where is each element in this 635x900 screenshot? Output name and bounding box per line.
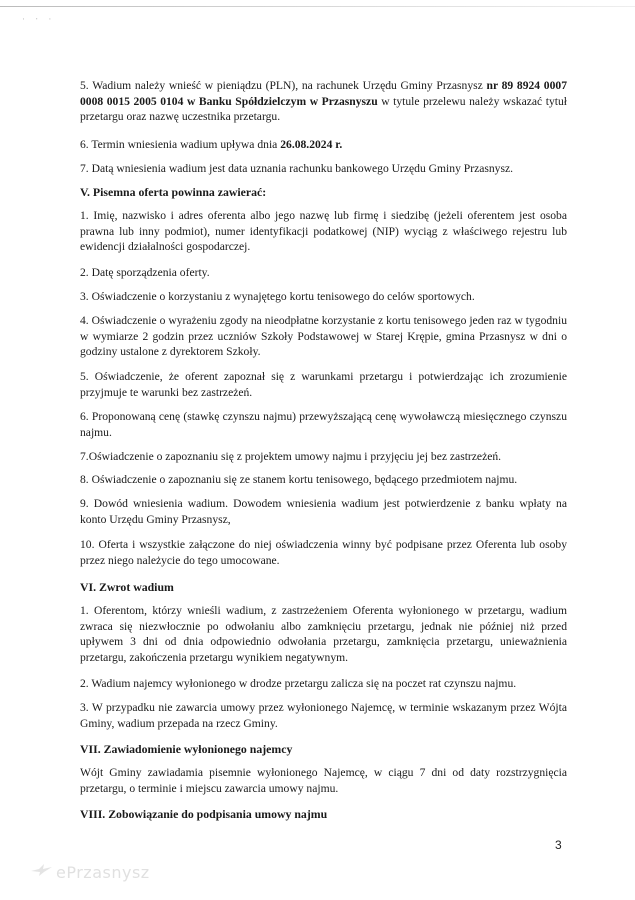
notification-paragraph: Wójt Gminy zawiadamia pisemnie wyłonionego Najemcę, w ciągu 7 dni od daty rozstrzygnięcia przetargu, o terminie i miejscu zawarcia umowy najmu.	[80, 766, 567, 795]
section-heading-viii: VIII. Zobowiązanie do podpisania umowy najmu	[80, 807, 328, 821]
offer-item-4: 4. Oświadczenie o wyrażeniu zgody na nieodpłatne korzystanie z kortu tenisowego jeden raz w tygodniu w wymiarze 2 godzin przez uczniów Szkoły Podstawowej w Starej Krępie, gmina Przasnysz w dni o godziny ustalone z dyrektorem Szkoły.	[80, 314, 567, 358]
offer-item-7: 7.Oświadczenie o zapoznaniu się z projektem umowy najmu i przyjęciu jej bez zastrzeżeń.	[80, 450, 502, 463]
offer-item-5: 5. Oświadczenie, że oferent zapoznał się z warunkami przetargu i potwierdzając ich zrozumienie przyjmuje te warunki bez zastrzeżeń.	[80, 370, 567, 399]
offer-item-6: 6. Proponowaną cenę (stawkę czynszu najmu) przewyższającą cenę wywoławczą miesięcznego czynszu najmu.	[80, 410, 567, 439]
section-heading-vii: VII. Zawiadomienie wyłonionego najemcy	[80, 742, 293, 756]
offer-item-3: 3. Oświadczenie o korzystaniu z wynajętego kortu tenisowego do celów sportowych.	[80, 290, 475, 303]
deadline-date: 26.08.2024 r.	[280, 138, 343, 151]
text-span: 5. Wadium należy wnieść w pieniądzu (PLN), na rachunek Urzędu Gminy Przasnysz	[80, 79, 483, 92]
bird-logo-icon	[30, 862, 54, 883]
offer-item-10: 10. Oferta i wszystkie załączone do niej oświadczenia winny być podpisane przez Oferenta lub osoby przez niego należycie do tego umocowane.	[80, 538, 567, 567]
refund-item-2: 2. Wadium najemcy wyłonionego w drodze przetargu zalicza się na poczet rat czynszu najmu.	[80, 677, 517, 690]
offer-item-9: 9. Dowód wniesienia wadium. Dowodem wniesienia wadium jest potwierdzenie z banku wpłaty na konto Urzędu Gminy Przasnysz,	[80, 497, 567, 526]
watermark	[30, 862, 150, 882]
offer-item-2: 2. Datę sporządzenia oferty.	[80, 266, 210, 279]
refund-item-1: 1. Oferentom, którzy wnieśli wadium, z zastrzeżeniem Oferenta wyłonionego w przetargu, wadium zwraca się niezwłocznie po odwołaniu albo zamknięciu przetargu, jednak nie później niż przed upływem 3 dni od dnia odpowiednio odwołania przetargu, zamknięcia przetargu, unieważnienia przetargu, zakończenia przetargu wynikiem negatywnym.	[80, 604, 567, 664]
refund-item-3: 3. W przypadku nie zawarcia umowy przez wyłonionego Najemcę, w terminie wskazanym przez Wójta Gminy, wadium przepada na rzecz Gminy.	[80, 701, 567, 730]
text-span: w tytule przelewu należy wskazać tytuł przetargu oraz nazwę uczestnika przetargu.	[80, 94, 567, 123]
section-heading-vi: VI. Zwrot wadium	[80, 580, 174, 594]
paragraph-wadium-6	[80, 137, 567, 153]
watermark-text: ePrzasnysz	[56, 862, 150, 882]
section-heading-v: V. Pisemna oferta powinna zawierać:	[80, 185, 267, 199]
scan-artifact-marks: · ‧ ·	[22, 14, 56, 24]
text-span: 6. Termin wniesienia wadium upływa dnia	[80, 138, 281, 151]
page-number: 3	[555, 838, 562, 852]
paragraph-wadium-5	[80, 78, 567, 125]
offer-item-8: 8. Oświadczenie o zapoznaniu się ze stanem kortu tenisowego, będącego przedmiotem najmu.	[80, 473, 518, 486]
paragraph-wadium-7: 7. Datą wniesienia wadium jest data uznania rachunku bankowego Urzędu Gminy Przasnysz.	[80, 162, 514, 175]
bank-account-number: nr 89 8924 0007 0008 0015 2005 0104 w Banku Spółdzielczym w Przasnyszu	[80, 79, 567, 108]
offer-item-1: 1. Imię, nazwisko i adres oferenta albo jego nazwę lub firmę i siedzibę (jeżeli oferentem jest osoba prawna lub inny podmiot), numer identyfikacji podatkowej (NIP) wyciąg z właściwego rejestru lub ewidencji działalności gospodarczej.	[80, 209, 567, 253]
